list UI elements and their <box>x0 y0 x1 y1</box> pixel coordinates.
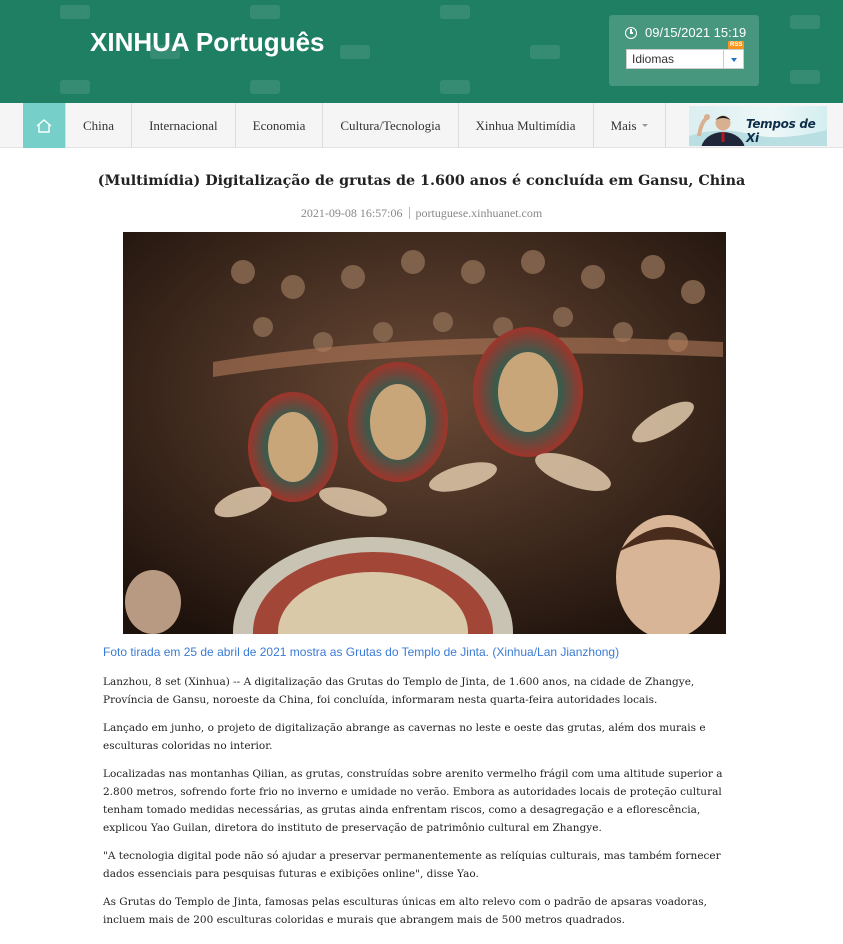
paragraph: As Grutas do Templo de Jinta, famosas pelas esculturas únicas em alto relevo com o padrão de apsaras voadoras, incluem mais de 200 esculturas coloridas e murais que abrangem mais de 500 metros quadrados. <box>103 896 708 926</box>
grotto-sculpture-image <box>123 232 726 634</box>
article-source[interactable]: portuguese.xinhuanet.com <box>415 206 543 220</box>
nav-item-internacional[interactable]: Internacional <box>131 103 235 148</box>
article-meta <box>0 206 843 221</box>
article-photo <box>123 232 726 634</box>
chevron-down-icon[interactable] <box>723 50 743 68</box>
caret-down-icon <box>642 124 648 127</box>
header-info-box <box>609 15 759 86</box>
nav-item-china[interactable]: China <box>65 103 131 148</box>
nav-home-button[interactable] <box>23 103 65 148</box>
photo-caption: Foto tirada em 25 de abril de 2021 mostra as Grutas do Templo de Jinta. (Xinhua/Lan Jianzhong) <box>103 645 620 659</box>
article-body <box>103 673 743 939</box>
home-icon <box>36 119 52 133</box>
banner-text: Tempos de Xi <box>746 117 816 145</box>
paragraph: Lanzhou, 8 set (Xinhua) -- A digitalização das Grutas do Templo de Jinta, de 1.600 anos, na cidade de Zhangye, Província de Gansu, noroeste da China, foi concluída, informaram nesta quarta-feira autoridades locais. <box>103 676 695 706</box>
nav-item-mais[interactable] <box>593 103 666 148</box>
site-header <box>0 0 843 103</box>
nav-item-economia[interactable]: Economia <box>235 103 323 148</box>
tempos-de-xi-banner[interactable] <box>689 106 827 146</box>
site-logo[interactable]: XINHUA Português <box>90 27 325 57</box>
meta-divider <box>409 207 410 219</box>
nav-item-xinhua-multimidia[interactable]: Xinhua Multimídia <box>458 103 593 148</box>
datetime-row <box>625 25 746 40</box>
article-date: 2021-09-08 16:57:06 <box>300 206 403 220</box>
clock-icon <box>625 27 637 39</box>
paragraph: Localizadas nas montanhas Qilian, as grutas, construídas sobre arenito vermelho frágil com uma altitude superior a 2.800 metros, sofrendo forte frio no inverno e umidade no verão. Embora as autoridades locais de proteção cultural tenham tomado medidas necessárias, as grutas ainda enfrentam riscos, como a desagregação e a eflorescência, explicou Yao Guilan, diretora do instituto de preservação de patrimônio cultural em Zhangye. <box>103 768 723 834</box>
rss-icon[interactable]: RSS <box>730 42 743 48</box>
language-select[interactable] <box>626 49 744 69</box>
paragraph: "A tecnologia digital pode não só ajudar a preservar permanentemente as relíquias culturais, mas também fornecer dados essenciais para pesquisas futuras e exibições online", disse Yao. <box>103 850 721 880</box>
language-select-value: Idiomas <box>632 52 675 66</box>
nav-item-mais-label: Mais <box>610 117 637 133</box>
paragraph: Lançado em junho, o projeto de digitalização abrange as cavernas no leste e oeste das grutas, além dos murais e esculturas coloridas no interior. <box>103 722 706 752</box>
article-title: (Multimídia) Digitalização de grutas de 1.600 anos é concluída em Gansu, China <box>97 173 746 189</box>
main-nav <box>0 103 843 148</box>
nav-item-cultura-tecnologia[interactable]: Cultura/Tecnologia <box>322 103 457 148</box>
datetime-text: 09/15/2021 15:19 <box>645 25 747 40</box>
